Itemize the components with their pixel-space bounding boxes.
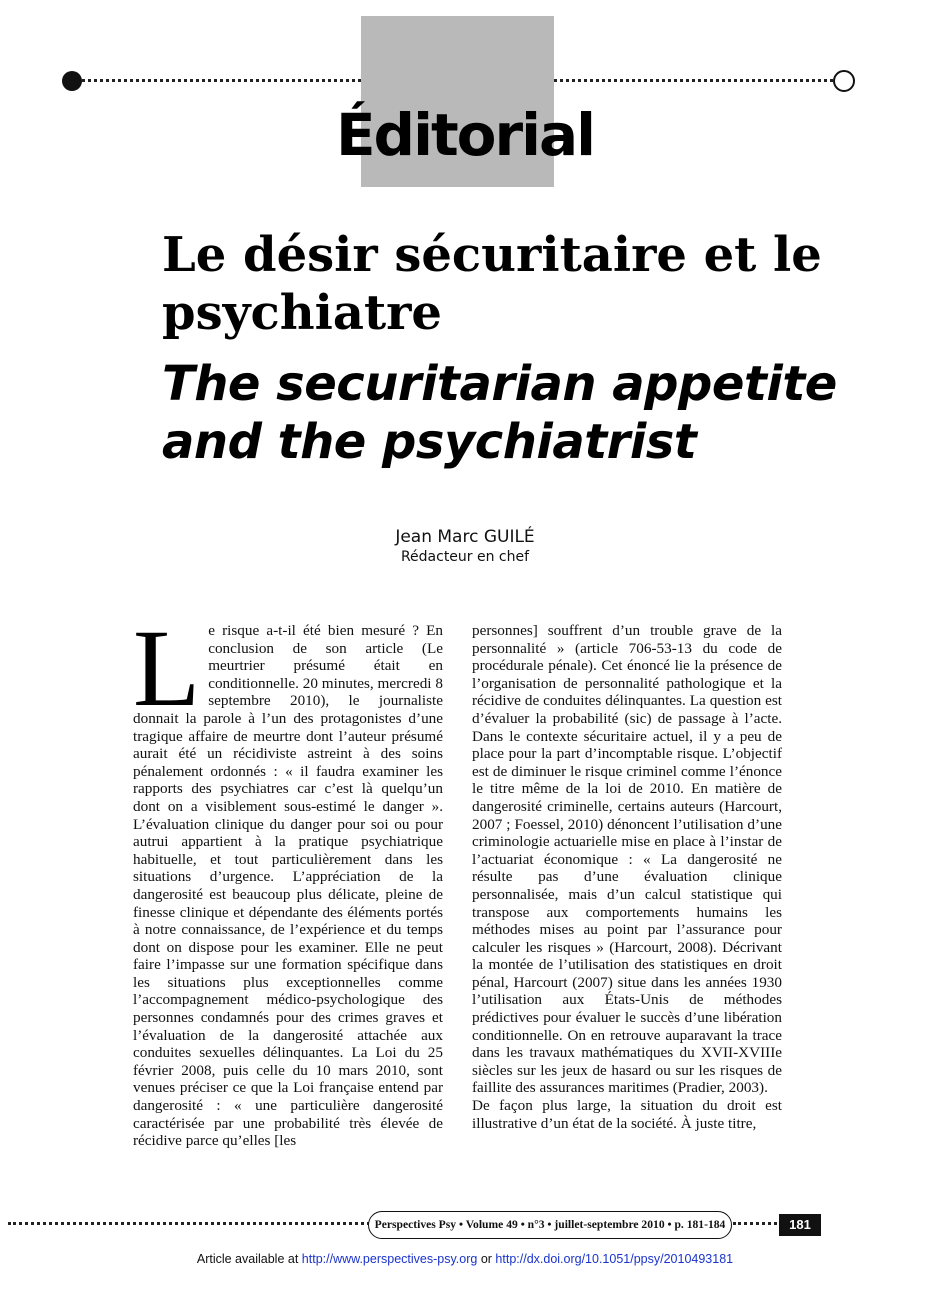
body-column-left	[133, 622, 443, 1172]
section-heading: Éditorial	[335, 101, 595, 169]
title-english: The securitarian appetite and the psychiatrist	[162, 356, 837, 470]
journal-citation: Perspectives Psy • Volume 49 • n°3 • juillet-septembre 2010 • p. 181-184	[368, 1211, 732, 1239]
header-dotted-line-right	[554, 79, 833, 82]
header-hollow-dot	[833, 70, 855, 92]
page-number: 181	[779, 1214, 821, 1236]
availability-or: or	[480, 1252, 492, 1266]
doi-link[interactable]: http://dx.doi.org/10.1051/ppsy/2010493181	[495, 1252, 734, 1266]
body-paragraph: personnes] souffrent d’un trouble grave de la personnalité » (article 706-53-13 du code de procédurale pénale). Cet énoncé lie la présence de l’organisation de personnalité pathologique et la récidive de conduites délinquantes. La question est d’évaluer la probabilité (sic) de passage à l’acte. Dans le contexte sécuritaire actuel, il y a peu de place pour la part d’incomptable risque. L’objectif est de diminuer le risque criminel comme l’énonce le titre même de la loi de 2010. En matière de dangerosité criminelle, certains auteurs (Harcourt, 2007 ; Foessel, 2010) dénoncent l’utilisation d’une criminologie actuarielle mise en place à l’instar de l’actuariat économique : « La dangerosité ne résulte pas d’une évaluation clinique personnalisée, mais d’un calcul statistique qui transpose aux comportements humains les méthodes mises au point par l’assurance pour calculer les risques » (Harcourt, 2008). Décrivant la montée de l’utilisation des statistiques en droit pénal, Harcourt (2007) situe dans les années 1930 l’utilisation aux États-Unis de méthodes prédictives pour évaluer le succès d’une libération conditionnelle. On en retrouve auparavant la trace dans les travaux mathématiques du XVII-XVIIIe siècles sur les jeux de hasard ou sur les risques de faillite des assurances maritimes (Pradier, 2003).	[472, 622, 782, 1097]
header-dotted-line-left	[82, 79, 361, 82]
author-name: Jean Marc GUILÉ	[395, 527, 535, 547]
body-paragraph: e risque a-t-il été bien mesuré ? En conclusion de son article (Le meurtrier présumé était en conditionnelle. 20 minutes, mercredi 8 septembre 2010), le journaliste donnait la parole à l’un des protagonistes d’une tragique affaire de meurtre dont l’auteur présumé aurait été un récidiviste astreint à des soins pénalement ordonnés : « il faudra examiner les rapports des psychiatres car c’est là quelqu’un dont on a visiblement sous-estimé le danger ». L’évaluation clinique du danger pour soi ou pour autrui appartient à la pratique psychiatrique habituelle, et tout particulièrement dans les situations d’urgence. L’appréciation de la dangerosité est beaucoup plus délicate, pleine de finesse clinique et dépendante des éléments portés à notre connaissance, de l’expérience et du temps dont on dispose pour les examiner. Elle ne peut faire l’impasse sur une formation spécifique dans les situations plus exceptionnelles comme l’accompagnement médico-psychologique des personnes condamnés pour des crimes graves et l’évaluation de la dangerosité attachée aux conduites sexuelles délinquantes. La Loi du 25 février 2008, puis celle du 10 mars 2010, sont venues préciser ce que la Loi française entend par dangerosité : « une particulière dangerosité caractérisée par une probabilité très élevée de récidive parce qu’elles [les	[133, 622, 443, 1150]
journal-site-link[interactable]: http://www.perspectives-psy.org	[301, 1252, 478, 1266]
footer-dotted-line-left	[8, 1222, 370, 1225]
footer-dotted-line-middle	[733, 1222, 777, 1225]
body-paragraph: De façon plus large, la situation du droit est illustrative d’un état de la société. À juste titre,	[472, 1097, 782, 1132]
availability-line	[0, 1252, 930, 1266]
title-french: Le désir sécuritaire et le psychiatre	[162, 227, 822, 341]
author-role: Rédacteur en chef	[400, 549, 530, 565]
drop-cap: L	[133, 622, 201, 729]
header-filled-dot	[62, 71, 82, 91]
availability-prefix: Article available at	[196, 1252, 299, 1266]
body-column-right	[472, 622, 782, 1172]
